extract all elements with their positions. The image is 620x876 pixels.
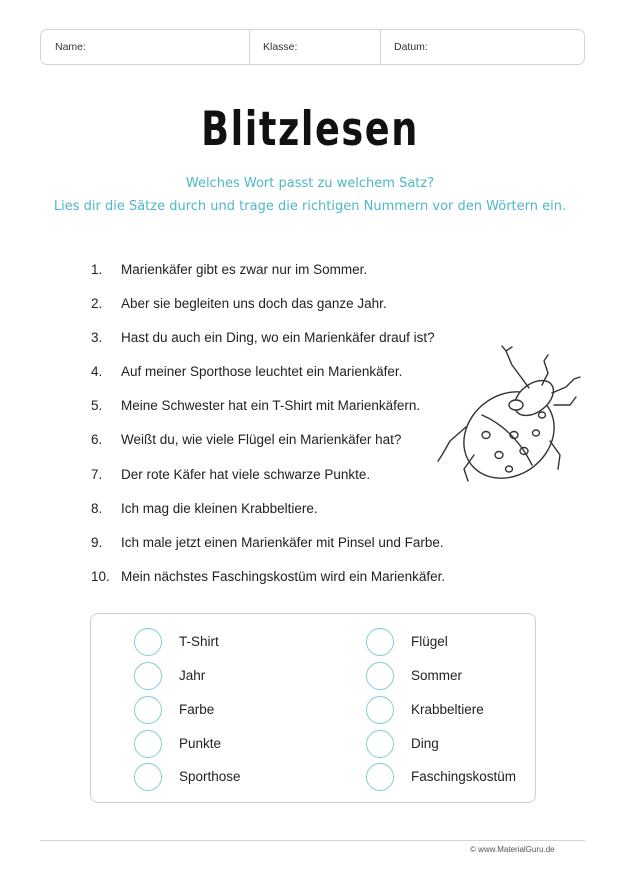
word-label: Ding: [411, 736, 439, 751]
sentence-text: Aber sie begleiten uns doch das ganze Jahr.: [121, 296, 387, 312]
answer-circle[interactable]: [134, 662, 162, 690]
answer-circle[interactable]: [366, 730, 394, 758]
sentence-item: [91, 394, 445, 428]
class-label: Klasse:: [263, 41, 298, 53]
sentence-item: [91, 565, 445, 599]
answer-circle[interactable]: [134, 696, 162, 724]
answer-circle[interactable]: [366, 628, 394, 656]
answer-circle[interactable]: [366, 696, 394, 724]
answer-circle[interactable]: [366, 763, 394, 791]
sentence-text: Der rote Käfer hat viele schwarze Punkte.: [121, 466, 371, 482]
instruction-line-2: Lies dir die Sätze durch und trage die richtigen Nummern vor den Wörtern ein.: [53, 199, 567, 214]
word-label: T-Shirt: [179, 634, 219, 649]
name-label: Name:: [55, 41, 86, 53]
sentence-item: [91, 258, 445, 292]
sentence-number: 7.: [91, 466, 103, 482]
footer-copyright: © www.MaterialGuru.de: [470, 845, 555, 854]
word-label: Sommer: [411, 668, 463, 683]
sentence-item: [91, 360, 445, 394]
header-divider: [249, 30, 250, 64]
instruction-line-1: Welches Wort passt zu welchem Satz?: [185, 176, 435, 191]
sentence-number: 5.: [91, 398, 103, 414]
word-label: Sporthose: [179, 769, 241, 784]
sentence-number: 6.: [91, 432, 103, 448]
sentence-number: 8.: [91, 500, 103, 516]
sentence-item: [91, 497, 445, 531]
sentence-item: [91, 463, 445, 497]
sentence-number: 10.: [91, 568, 110, 584]
sentence-number: 9.: [91, 534, 103, 550]
header-divider: [380, 30, 381, 64]
sentence-text: Ich mag die kleinen Krabbeltiere.: [121, 500, 318, 516]
sentence-number: 1.: [91, 262, 103, 277]
header-box: [40, 29, 585, 65]
word-label: Punkte: [179, 736, 222, 751]
sentence-item: [91, 428, 445, 462]
sentence-item: [91, 326, 445, 360]
sentence-list: [91, 258, 445, 599]
sentence-text: Ich male jetzt einen Marienkäfer mit Pinsel und Farbe.: [121, 534, 444, 550]
ladybug-illustration: [434, 343, 584, 485]
answer-circle[interactable]: [366, 662, 394, 690]
sentence-text: Auf meiner Sporthose leuchtet ein Marienkäfer.: [121, 364, 403, 380]
sentence-text: Meine Schwester hat ein T-Shirt mit Marienkäfern.: [121, 398, 421, 414]
word-label: Farbe: [179, 702, 215, 717]
date-label: Datum:: [394, 41, 428, 53]
word-label: Faschingskostüm: [411, 769, 517, 784]
word-bank: [90, 613, 536, 803]
footer-divider: [40, 840, 585, 841]
sentence-number: 2.: [91, 296, 103, 312]
sentence-number: 3.: [91, 330, 103, 346]
sentence-item: [91, 531, 445, 565]
answer-circle[interactable]: [134, 730, 162, 758]
sentence-text: Mein nächstes Faschingskostüm wird ein Marienkäfer.: [121, 568, 446, 584]
word-label: Krabbeltiere: [411, 702, 484, 717]
answer-circle[interactable]: [134, 763, 162, 791]
page-title: Blitzlesen: [201, 102, 419, 157]
word-label: Jahr: [179, 668, 206, 683]
sentence-item: [91, 292, 445, 326]
sentence-text: Marienkäfer gibt es zwar nur im Sommer.: [121, 262, 368, 277]
sentence-number: 4.: [91, 364, 103, 380]
sentence-text: Weißt du, wie viele Flügel ein Marienkäfer hat?: [121, 432, 402, 448]
word-label: Flügel: [411, 634, 448, 649]
sentence-text: Hast du auch ein Ding, wo ein Marienkäfer drauf ist?: [121, 330, 435, 346]
answer-circle[interactable]: [134, 628, 162, 656]
